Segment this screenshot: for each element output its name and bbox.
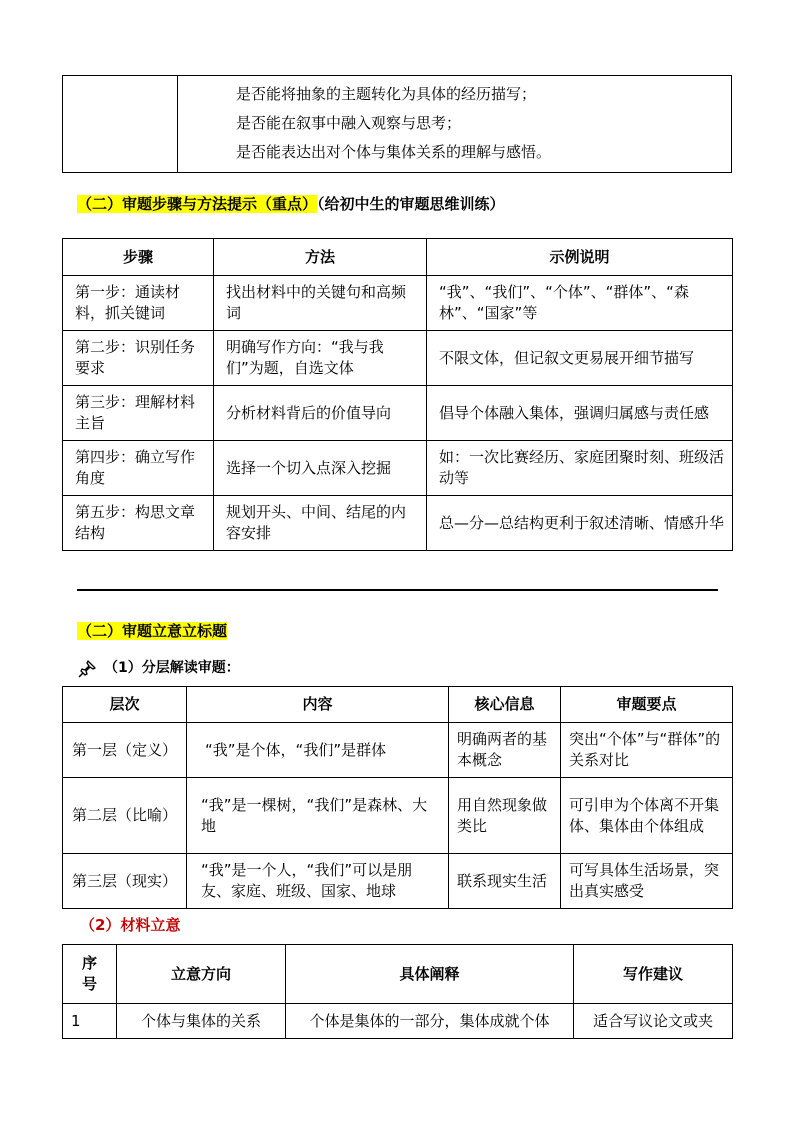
key-point-cell: 突出“个体”与“群体”的关系对比 xyxy=(561,723,733,778)
method-cell: 分析材料背后的价值导向 xyxy=(214,386,427,441)
column-header: 核心信息 xyxy=(449,687,561,723)
example-cell: 不限文体，但记叙文更易展开细节描写 xyxy=(427,331,733,386)
method-cell: 找出材料中的关键句和高频词 xyxy=(214,276,427,331)
key-point-cell: 可写具体生活场景，突出真实感受 xyxy=(561,854,733,909)
section-heading-title xyxy=(77,620,227,642)
core-info-cell: 联系现实生活 xyxy=(449,854,561,909)
step-cell: 第五步：构思文章结构 xyxy=(63,496,214,551)
method-cell: 明确写作方向：“我与我们”为题，自选文体 xyxy=(214,331,427,386)
criteria-box xyxy=(62,75,732,173)
explanation-cell: 个体是集体的一部分，集体成就个体 xyxy=(286,1004,574,1039)
pushpin-icon xyxy=(78,660,96,678)
suggestion-cell: 适合写议论文或夹 xyxy=(574,1004,733,1039)
table-row xyxy=(63,441,733,496)
table-row xyxy=(63,1004,733,1039)
direction-cell: 个体与集体的关系 xyxy=(117,1004,286,1039)
ideas-table-header xyxy=(63,945,733,1004)
layers-table-header xyxy=(63,687,733,723)
subheading-layered-reading: （1）分层解读审题： xyxy=(104,660,240,676)
core-info-cell: 明确两者的基本概念 xyxy=(449,723,561,778)
table-row xyxy=(63,778,733,854)
column-header: 示例说明 xyxy=(427,239,733,276)
step-cell: 第一步：通读材料，抓关键词 xyxy=(63,276,214,331)
ideas-table xyxy=(62,944,733,1039)
example-cell: 如：一次比赛经历、家庭团聚时刻、班级活动等 xyxy=(427,441,733,496)
content-cell: “我”是个体，“我们”是群体 xyxy=(187,723,449,778)
criteria-line: 是否能表达出对个体与集体关系的理解与感悟。 xyxy=(236,143,552,161)
criteria-line: 是否能在叙事中融入观察与思考； xyxy=(236,114,462,132)
subheading-material-idea: （2）材料立意 xyxy=(80,916,181,934)
layer-cell: 第一层（定义） xyxy=(63,723,187,778)
layer-cell: 第三层（现实） xyxy=(63,854,187,909)
method-cell: 选择一个切入点深入挖掘 xyxy=(214,441,427,496)
example-cell: 倡导个体融入集体，强调归属感与责任感 xyxy=(427,386,733,441)
table-row xyxy=(63,723,733,778)
content-cell: “我”是一个人，“我们”可以是朋友、家庭、班级、国家、地球 xyxy=(187,854,449,909)
table-row xyxy=(63,386,733,441)
column-header: 步骤 xyxy=(63,239,214,276)
column-header: 内容 xyxy=(187,687,449,723)
criteria-line: 是否能将抽象的主题转化为具体的经历描写； xyxy=(236,85,537,103)
column-header: 审题要点 xyxy=(561,687,733,723)
table-row xyxy=(63,854,733,909)
column-header: 具体阐释 xyxy=(286,945,574,1004)
index-cell: 1 xyxy=(63,1004,117,1039)
steps-table xyxy=(62,238,733,551)
section-heading-steps xyxy=(77,193,505,215)
table-row xyxy=(63,331,733,386)
layers-table xyxy=(62,686,733,909)
table-row xyxy=(63,496,733,551)
layer-cell: 第二层（比喻） xyxy=(63,778,187,854)
criteria-label-cell xyxy=(63,76,178,173)
step-cell: 第三步：理解材料主旨 xyxy=(63,386,214,441)
method-cell: 规划开头、中间、结尾的内容安排 xyxy=(214,496,427,551)
divider xyxy=(77,589,718,591)
column-header: 序号 xyxy=(63,945,117,1004)
section-heading-steps-title: （二）审题步骤与方法提示（重点） xyxy=(77,195,318,213)
core-info-cell: 用自然现象做类比 xyxy=(449,778,561,854)
column-header: 立意方向 xyxy=(117,945,286,1004)
column-header: 层次 xyxy=(63,687,187,723)
content-cell: “我”是一棵树，“我们”是森林、大地 xyxy=(187,778,449,854)
example-cell: 总—分—总结构更利于叙述清晰、情感升华 xyxy=(427,496,733,551)
column-header: 写作建议 xyxy=(574,945,733,1004)
steps-table-header xyxy=(63,239,733,276)
column-header: 方法 xyxy=(214,239,427,276)
table-row xyxy=(63,276,733,331)
key-point-cell: 可引申为个体离不开集体、集体由个体组成 xyxy=(561,778,733,854)
section-heading-title-text: （二）审题立意立标题 xyxy=(77,622,228,640)
step-cell: 第二步：识别任务要求 xyxy=(63,331,214,386)
example-cell: “我”、“我们”、“个体”、“群体”、“森林”、“国家”等 xyxy=(427,276,733,331)
criteria-content-cell xyxy=(178,76,732,173)
section-heading-steps-note: （给初中生的审题思维训练） xyxy=(317,195,505,213)
step-cell: 第四步：确立写作角度 xyxy=(63,441,214,496)
